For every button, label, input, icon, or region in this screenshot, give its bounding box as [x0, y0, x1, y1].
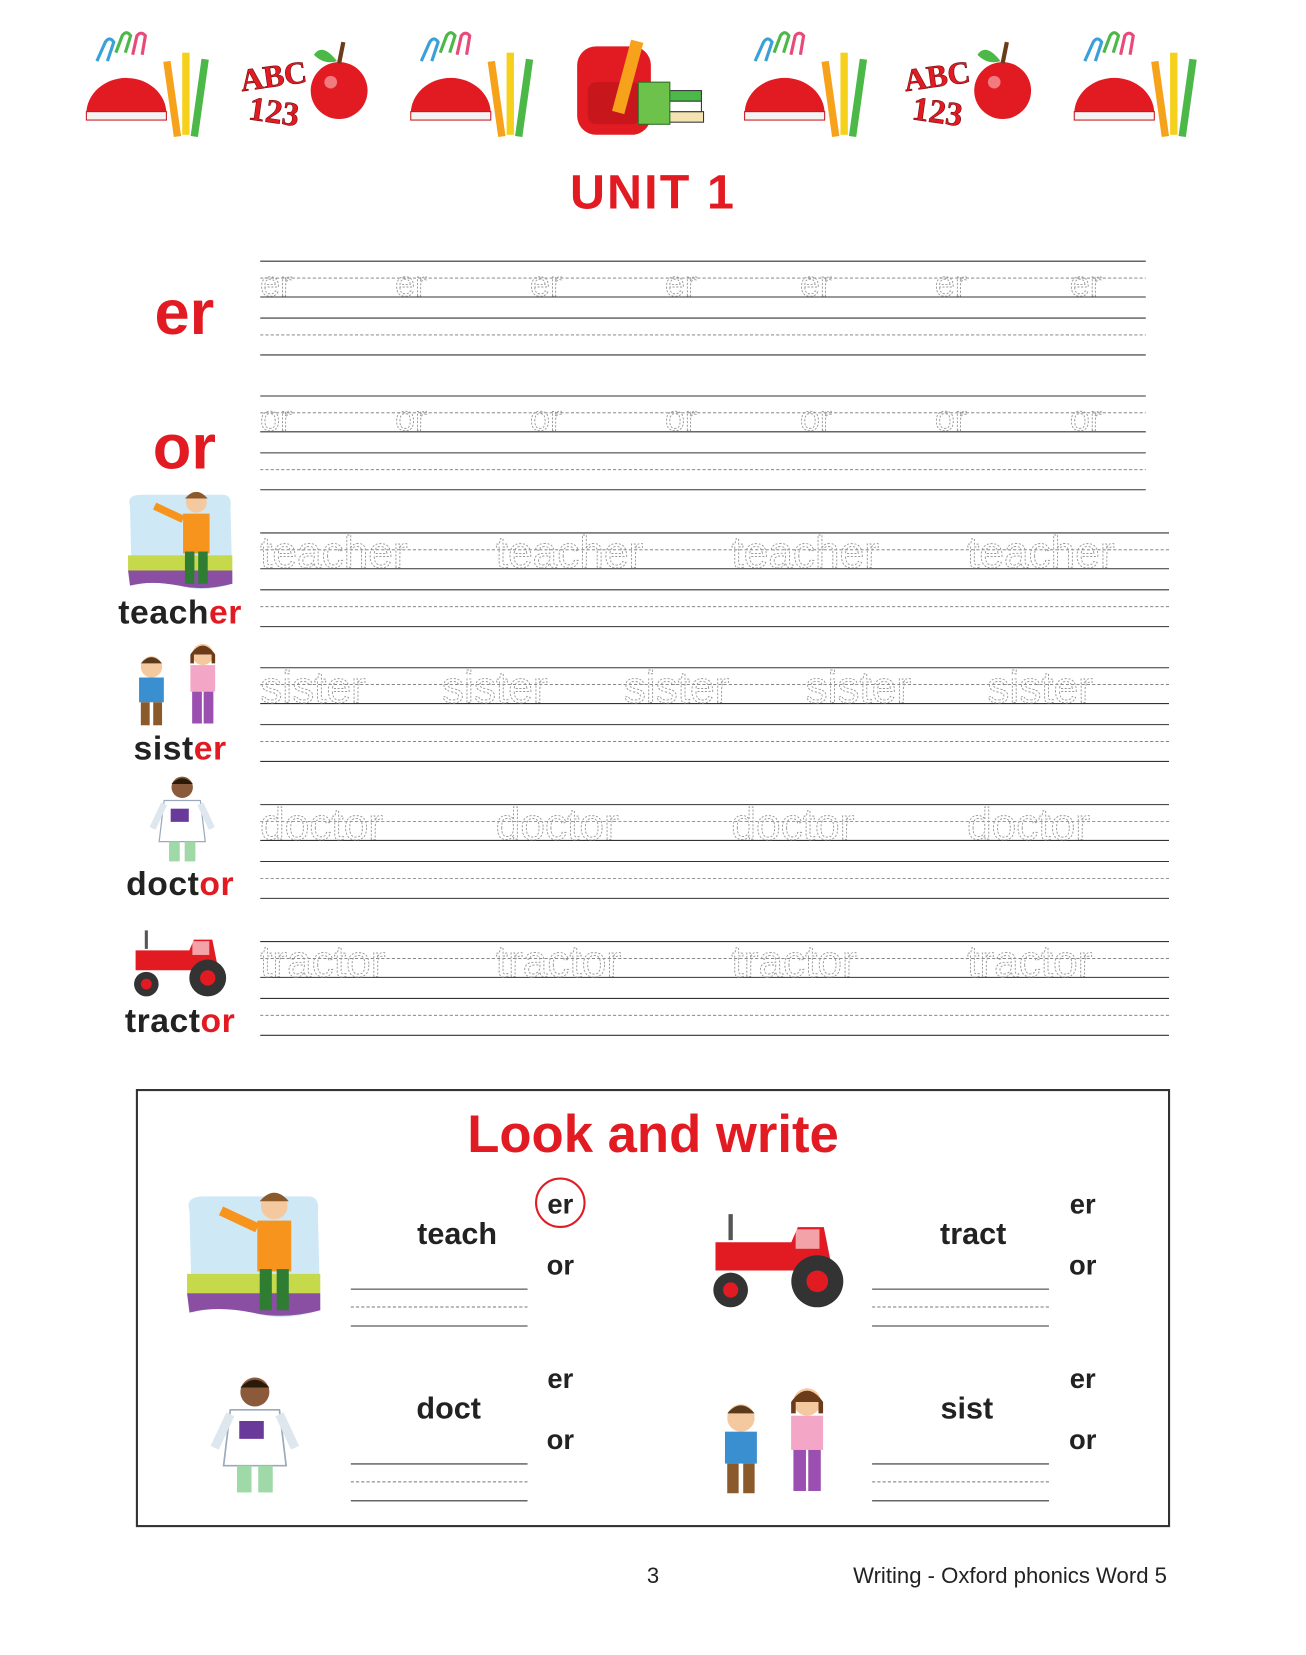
clips-pencils-icon	[743, 29, 880, 139]
trace-word: er	[530, 263, 562, 304]
trace-word: tractor	[495, 940, 622, 987]
trace-word: sister	[623, 666, 730, 713]
option-er[interactable]: er	[547, 1362, 574, 1395]
handwriting-lines[interactable]	[260, 941, 1169, 1038]
trace-word: sister	[805, 666, 912, 713]
option-or[interactable]: or	[1068, 1423, 1097, 1456]
answer-lines[interactable]	[351, 1463, 528, 1503]
word-label	[101, 593, 259, 632]
sound-label: or	[152, 411, 216, 483]
trace-word: doctor	[260, 803, 384, 850]
trace-word: er	[665, 263, 697, 304]
trace-word: or	[934, 398, 967, 439]
trace-word: or	[395, 398, 427, 439]
abc-lettering: ABC	[901, 54, 973, 99]
tractor-picture	[702, 1199, 854, 1321]
answer-lines[interactable]	[872, 1288, 1049, 1328]
word-label	[101, 729, 259, 768]
teacher-picture	[182, 1184, 327, 1323]
doctor-picture	[135, 774, 230, 865]
clips-pencils-icon	[1072, 29, 1209, 139]
trace-word: doctor	[495, 803, 619, 850]
trace-word: sister	[441, 666, 548, 713]
trace-word: er	[934, 263, 967, 304]
trace-word: teacher	[967, 531, 1115, 578]
trace-word: teacher	[731, 531, 879, 578]
trace-word: or	[1069, 398, 1102, 439]
brother-and-sister-picture	[122, 640, 234, 728]
brother-and-sister-picture	[707, 1378, 844, 1504]
answer-lines[interactable]	[351, 1288, 528, 1328]
trace-word: or	[799, 398, 832, 439]
trace-word: tractor	[731, 940, 857, 987]
backpack-books-icon	[569, 29, 706, 139]
word-suffix: er	[208, 592, 242, 631]
trace-word: er	[395, 263, 427, 304]
handwriting-lines[interactable]	[260, 804, 1169, 901]
look-and-write-exercise	[136, 1089, 1170, 1527]
number-lettering: 123	[246, 90, 302, 135]
footer-caption: Writing - Oxford phonics Word 5	[853, 1564, 1167, 1589]
word-stem: teach	[118, 592, 209, 631]
sound-label: er	[154, 276, 215, 348]
abc-123-apple-icon	[234, 29, 371, 139]
word-stem: teach	[417, 1217, 497, 1252]
word-stem: doct	[126, 864, 200, 903]
teacher-picture	[124, 487, 238, 592]
tractor-picture	[126, 922, 233, 1004]
handwriting-lines[interactable]	[260, 260, 1146, 357]
number-lettering: 123	[909, 90, 966, 135]
option-or[interactable]: or	[1068, 1249, 1097, 1281]
unit-title: UNIT 1	[569, 164, 737, 220]
handwriting-lines[interactable]	[260, 532, 1169, 629]
word-stem: sist	[940, 1392, 994, 1427]
clips-pencils-icon	[409, 29, 546, 139]
abc-lettering: ABC	[238, 54, 309, 99]
option-er[interactable]: er	[1069, 1362, 1096, 1395]
trace-word: tractor	[967, 940, 1093, 987]
word-suffix: er	[193, 728, 227, 767]
abc-123-apple-icon	[897, 29, 1034, 139]
exercise-title: Look and write	[467, 1104, 839, 1164]
trace-word: tractor	[260, 940, 386, 987]
option-er[interactable]: er	[1069, 1188, 1096, 1220]
trace-word: er	[1069, 263, 1102, 304]
answer-lines[interactable]	[872, 1463, 1049, 1503]
word-stem: tract	[940, 1217, 1007, 1252]
trace-word: teacher	[495, 531, 644, 578]
word-stem: tract	[124, 1001, 201, 1040]
trace-word: doctor	[967, 803, 1091, 850]
trace-word: or	[260, 398, 292, 439]
option-er[interactable]: er	[534, 1188, 587, 1221]
trace-word: sister	[987, 666, 1093, 713]
word-suffix: or	[199, 864, 235, 903]
option-or[interactable]: or	[546, 1423, 574, 1456]
trace-word: teacher	[260, 531, 408, 578]
trace-word: doctor	[731, 803, 855, 850]
page-number: 3	[646, 1564, 660, 1589]
trace-word: sister	[260, 666, 366, 713]
word-stem: sist	[133, 728, 194, 767]
trace-word: er	[799, 263, 832, 304]
handwriting-lines[interactable]	[260, 395, 1146, 492]
word-label	[101, 1002, 259, 1041]
trace-word: or	[530, 398, 562, 439]
trace-word: er	[260, 263, 292, 304]
word-suffix: or	[200, 1001, 236, 1040]
word-stem: doct	[416, 1392, 481, 1427]
clips-pencils-icon	[84, 29, 221, 139]
option-or[interactable]: or	[546, 1249, 574, 1281]
trace-word: or	[665, 398, 697, 439]
handwriting-lines[interactable]	[260, 667, 1169, 764]
word-label	[101, 865, 259, 904]
doctor-picture	[199, 1367, 311, 1504]
